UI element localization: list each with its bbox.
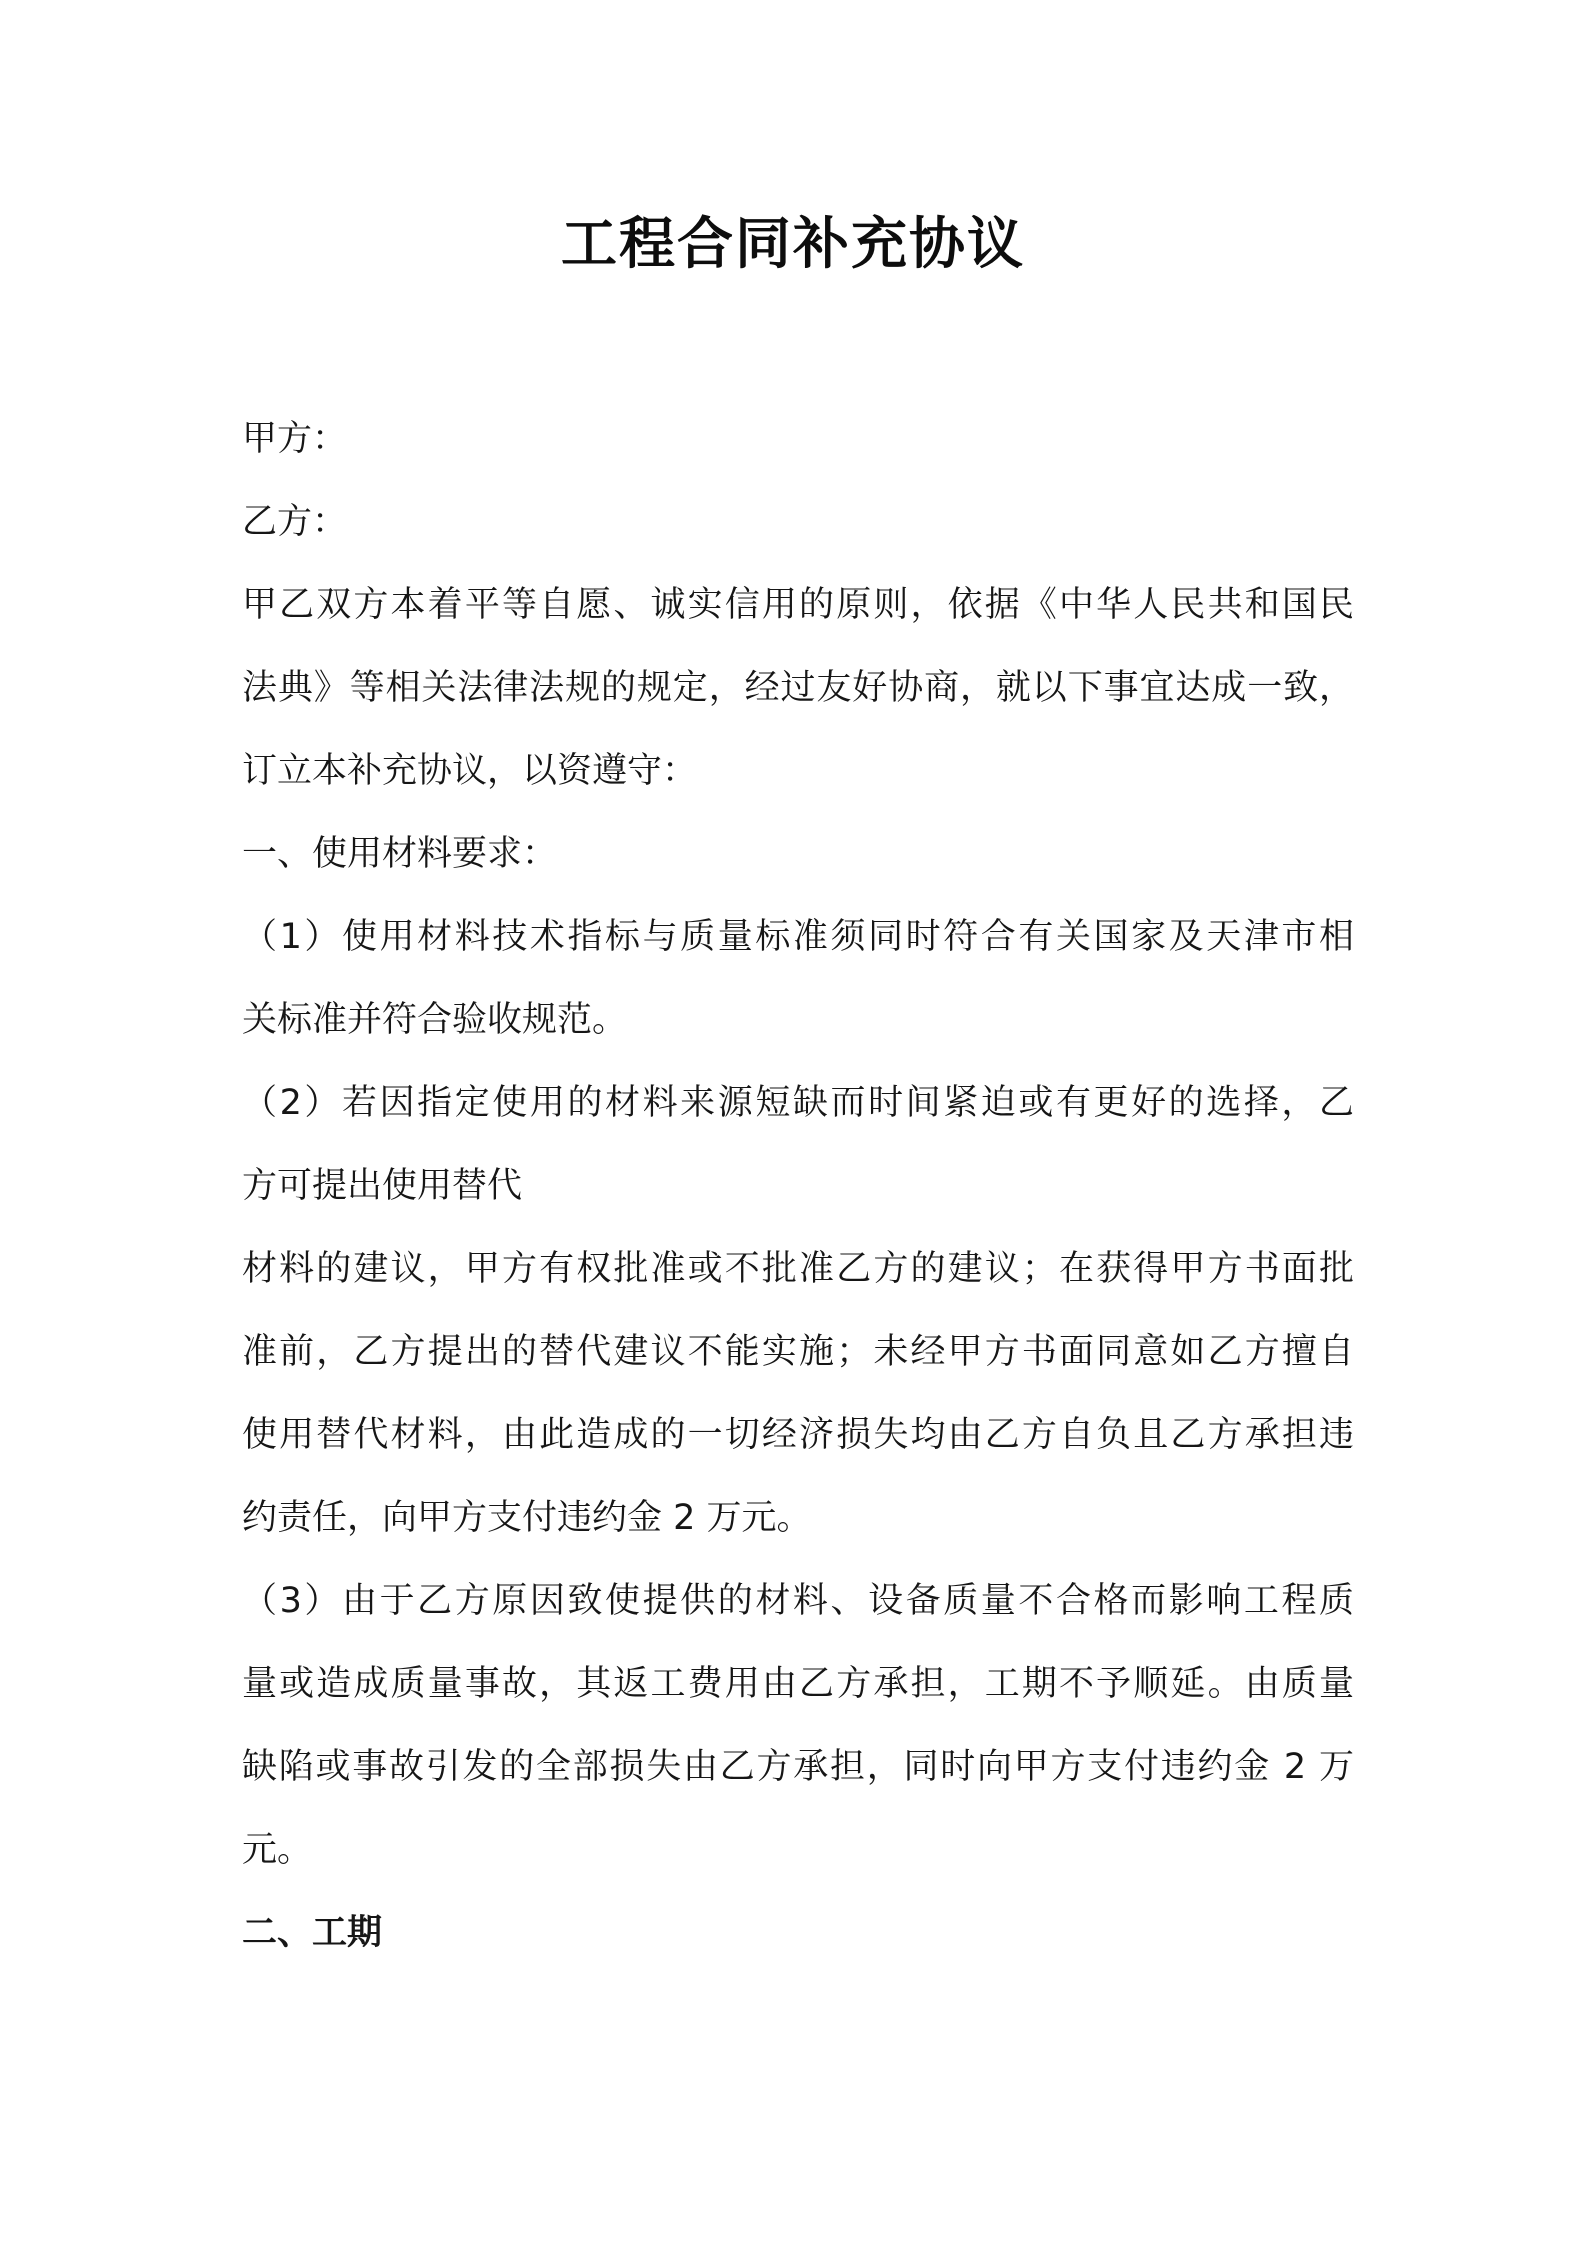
clause-2-line-6: 约责任，向甲方支付违约金 2 万元。	[242, 1498, 812, 1538]
clause-1-line-1: （1）使用材料技术指标与质量标准须同时符合有关国家及天津市相	[242, 917, 1354, 957]
preamble-line-2: 法典》等相关法律法规的规定，经过友好协商，就以下事宜达成一致，	[242, 668, 1354, 708]
clause-2-line-1: （2）若因指定使用的材料来源短缺而时间紧迫或有更好的选择，乙	[242, 1083, 1354, 1123]
clause-3-line-1: （3）由于乙方原因致使提供的材料、设备质量不合格而影响工程质	[242, 1581, 1354, 1621]
clause-2-line-4: 准前，乙方提出的替代建议不能实施；未经甲方书面同意如乙方擅自	[242, 1332, 1354, 1372]
party-a-line: 甲方：	[242, 419, 348, 459]
clause-1-line-2: 关标准并符合验收规范。	[242, 1000, 628, 1040]
preamble-line-1: 甲乙双方本着平等自愿、诚实信用的原则，依据《中华人民共和国民	[242, 585, 1354, 625]
clause-3-line-3: 缺陷或事故引发的全部损失由乙方承担，同时向甲方支付违约金 2 万	[242, 1747, 1354, 1787]
clause-2-line-3: 材料的建议，甲方有权批准或不批准乙方的建议；在获得甲方书面批	[242, 1249, 1354, 1289]
document-title: 工程合同补充协议	[561, 212, 1025, 277]
clause-2-line-2: 方可提出使用替代	[242, 1166, 523, 1206]
section-2-heading: 二、工期	[242, 1913, 383, 1953]
clause-3-line-2: 量或造成质量事故，其返工费用由乙方承担，工期不予顺延。由质量	[242, 1664, 1354, 1704]
preamble-line-3: 订立本补充协议，以资遵守：	[242, 751, 698, 791]
party-b-line: 乙方：	[242, 502, 348, 542]
section-1-heading: 一、使用材料要求：	[242, 834, 558, 874]
clause-2-line-5: 使用替代材料，由此造成的一切经济损失均由乙方自负且乙方承担违	[242, 1415, 1354, 1455]
clause-3-line-4: 元。	[242, 1830, 313, 1870]
document-body	[242, 398, 1354, 1975]
